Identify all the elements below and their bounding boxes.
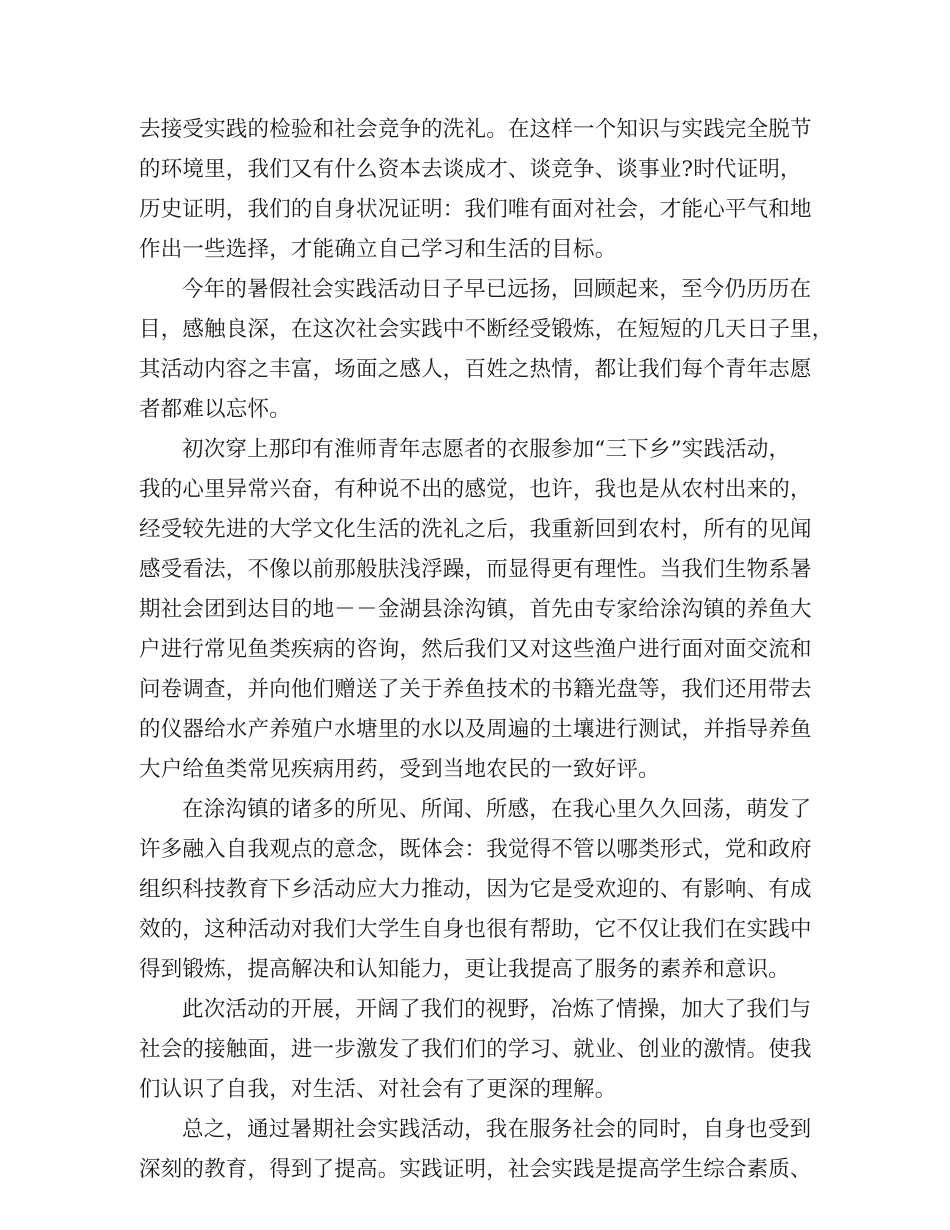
text-line: 许多融入自我观点的意念，既体会：我觉得不管以哪类形式，党和政府 [139, 837, 812, 862]
text-line: 目，感触良深，在这次社会实践中不断经受锻炼，在短短的几天日子里， [139, 317, 834, 342]
text-line: 户进行常见鱼类疾病的咨询，然后我们又对这些渔户进行面对面交流和 [139, 637, 812, 662]
text-line: 效的，这种活动对我们大学生自身也很有帮助，它不仅让我们在实践中 [139, 917, 812, 942]
paragraph-first-line: 在涂沟镇的诸多的所见、所闻、所感，在我心里久久回荡，萌发了 [182, 797, 812, 822]
text-line: 作出一些选择，才能确立自己学习和生活的目标。 [139, 237, 617, 262]
paragraph-first-line: 总之，通过暑期社会实践活动，我在服务社会的同时，自身也受到 [182, 1117, 812, 1142]
text-line: 其活动内容之丰富，场面之感人，百姓之热情，都让我们每个青年志愿 [139, 357, 812, 382]
text-line: 们认识了自我，对生活、对社会有了更深的理解。 [139, 1077, 617, 1102]
text-line: 历史证明，我们的自身状况证明：我们唯有面对社会，才能心平气和地 [139, 197, 812, 222]
text-line: 深刻的教育，得到了提高。实践证明，社会实践是提高学生综合素质、 [139, 1157, 812, 1182]
text-line: 问卷调查，并向他们赠送了关于养鱼技术的书籍光盘等，我们还用带去 [139, 677, 812, 702]
text-line: 的环境里，我们又有什么资本去谈成才、谈竞争、谈事业?时代证明， [139, 157, 802, 182]
text-line: 组织科技教育下乡活动应大力推动，因为它是受欢迎的、有影响、有成 [139, 877, 812, 902]
text-line: 社会的接触面，进一步激发了我们们的学习、就业、创业的激情。使我 [139, 1037, 812, 1062]
text-line: 我的心里异常兴奋，有种说不出的感觉，也许，我也是从农村出来的， [139, 477, 812, 502]
body-text [139, 110, 834, 1190]
paragraph-first-line: 此次活动的开展，开阔了我们的视野，冶炼了情操，加大了我们与 [182, 997, 812, 1022]
text-line: 得到锻炼，提高解决和认知能力，更让我提高了服务的素养和意识。 [139, 957, 791, 982]
text-line: 大户给鱼类常见疾病用药，受到当地农民的一致好评。 [139, 757, 660, 782]
paragraph-first-line: 今年的暑假社会实践活动日子早已远扬，回顾起来，至今仍历历在 [182, 277, 812, 302]
text-line: 者都难以忘怀。 [139, 397, 291, 422]
text-line: 期社会团到达目的地－－金湖县涂沟镇，首先由专家给涂沟镇的养鱼大 [139, 597, 812, 622]
text-line: 去接受实践的检验和社会竞争的洗礼。在这样一个知识与实践完全脱节 [139, 117, 812, 142]
paragraph-first-line: 初次穿上那印有淮师青年志愿者的衣服参加“三下乡”实践活动， [182, 437, 791, 462]
text-line: 经受较先进的大学文化生活的洗礼之后，我重新回到农村，所有的见闻 [139, 517, 812, 542]
text-line: 感受看法，不像以前那般肤浅浮躁，而显得更有理性。当我们生物系暑 [139, 557, 812, 582]
text-line: 的仪器给水产养殖户水塘里的水以及周遍的土壤进行测试，并指导养鱼 [139, 717, 812, 742]
